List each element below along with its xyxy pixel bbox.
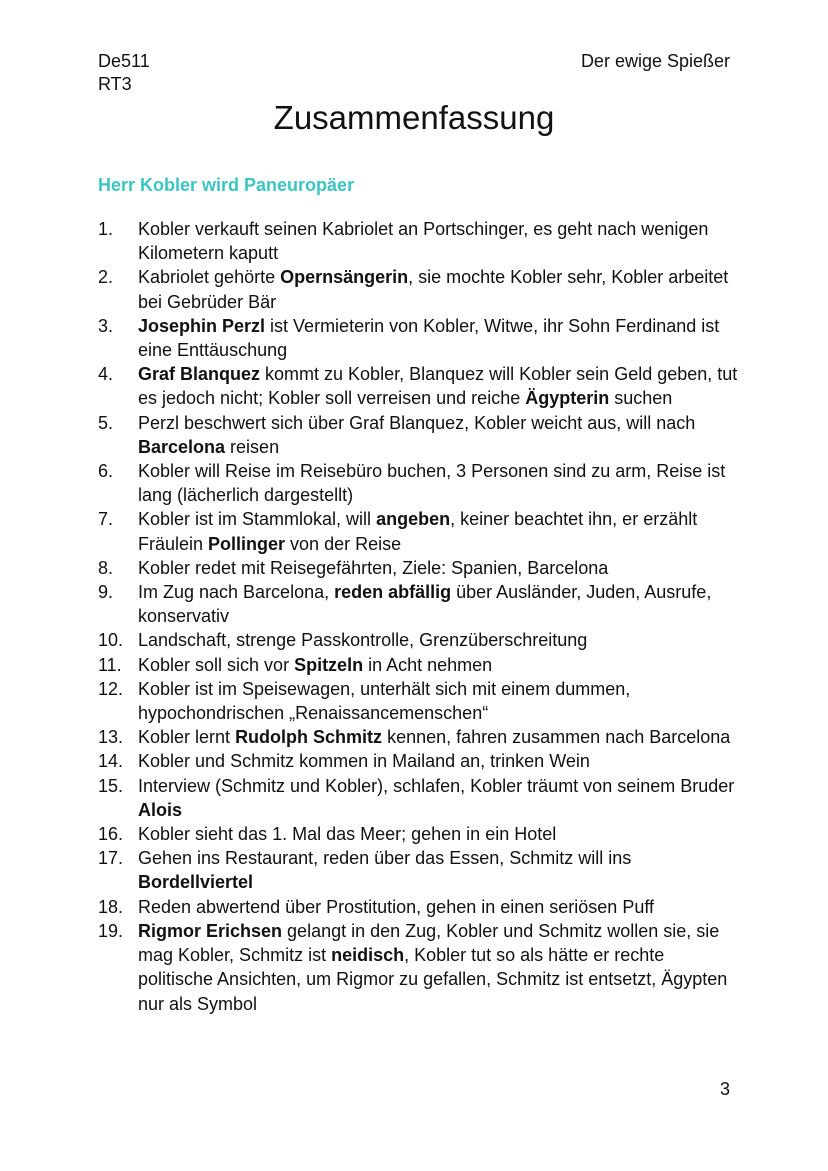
item-text-bold: neidisch — [331, 945, 405, 966]
item-text — [138, 776, 734, 820]
item-text — [138, 630, 587, 650]
list-item — [98, 459, 738, 507]
item-number: 5. — [98, 412, 114, 433]
list-item — [98, 217, 738, 265]
page-number: 3 — [719, 1079, 730, 1099]
item-text-run: Kobler sieht das 1. Mal das Meer; gehen in ein Hotel — [138, 824, 557, 845]
item-text-run: Kabriolet gehörte — [138, 267, 281, 288]
item-text — [138, 897, 654, 917]
item-number: 16. — [98, 824, 124, 845]
item-text-bold: Barcelona — [138, 436, 226, 457]
class-code: RT3 — [98, 74, 132, 94]
item-text-run: Gehen ins Restaurant, reden über das Essen, Schmitz will ins — [138, 848, 632, 869]
summary-list — [98, 217, 738, 1016]
item-text-run: Kobler redet mit Reisegefährten, Ziele: Spanien, Barcelona — [138, 557, 609, 578]
item-text-run: Kobler lernt — [138, 727, 236, 748]
item-text — [138, 921, 727, 1014]
item-text — [138, 751, 590, 771]
item-text-run: kennen, fahren zusammen nach Barcelona — [382, 727, 731, 748]
item-number: 8. — [98, 557, 114, 578]
item-text — [138, 461, 725, 505]
item-text-bold: reden abfällig — [334, 582, 452, 603]
item-text-run: über Ausländer, Juden, Ausrufe, konservativ — [138, 582, 712, 627]
list-item — [98, 265, 738, 313]
item-number: 4. — [98, 364, 114, 385]
course-code: De511 — [98, 51, 150, 71]
list-item — [98, 411, 738, 459]
item-text-run: Kobler will Reise im Reisebüro buchen, 3 Personen sind zu arm, Reise ist lang (lächerlich dargestellt) — [138, 461, 726, 506]
item-number: 11. — [98, 654, 122, 675]
item-text-run: kommt zu Kobler, Blanquez will Kobler sein Geld geben, tut es jedoch nicht; Kobler soll verreisen und reiche — [138, 364, 738, 409]
item-text-run: Landschaft, strenge Passkontrolle, Grenzüberschreitung — [138, 630, 588, 651]
item-number: 14. — [98, 751, 124, 772]
list-item — [98, 677, 738, 725]
item-text-run: suchen — [609, 388, 673, 409]
list-item — [98, 919, 738, 1016]
item-text-run: , keiner beachtet ihn, er erzählt Fräulein — [138, 509, 698, 554]
item-number: 10. — [98, 630, 124, 651]
list-item — [98, 580, 738, 628]
item-text-bold: angeben — [376, 509, 451, 530]
item-text-run: Interview (Schmitz und Kobler), schlafen, Kobler träumt von seinem Bruder — [138, 775, 735, 796]
item-number: 7. — [98, 509, 114, 530]
item-text-bold: Opernsängerin — [280, 267, 409, 288]
item-number: 12. — [98, 678, 124, 699]
item-text — [138, 824, 556, 844]
item-text-run: Perzl beschwert sich über Graf Blanquez, Kobler weicht aus, will nach — [138, 412, 696, 433]
item-text — [138, 558, 608, 578]
item-number: 13. — [98, 727, 124, 748]
item-text — [138, 848, 631, 892]
item-text-run: , sie mochte Kobler sehr, Kobler arbeitet bei Gebrüder Bär — [138, 267, 729, 312]
item-text-run: , Kobler tut so als hätte er rechte politische Ansichten, um Rigmor zu gefallen, Schmitz ist entsetzt, Ägypten nur als Symbol — [138, 945, 728, 1014]
item-text-run: Kobler verkauft seinen Kabriolet an Portschinger, es geht nach wenigen Kilometern kaputt — [138, 219, 709, 264]
list-item — [98, 774, 738, 822]
item-text — [138, 316, 719, 360]
item-number: 9. — [98, 582, 114, 603]
item-text-run: Kobler und Schmitz kommen in Mailand an, trinken Wein — [138, 751, 590, 772]
item-number: 19. — [98, 920, 124, 941]
list-item — [98, 725, 738, 749]
item-text-run: ist Vermieterin von Kobler, Witwe, ihr Sohn Ferdinand ist eine Enttäuschung — [138, 315, 720, 361]
item-text — [138, 655, 492, 675]
item-text — [138, 509, 697, 553]
item-text-bold: Rigmor Erichsen — [138, 920, 283, 941]
item-number: 17. — [98, 848, 124, 869]
item-text-run: Reden abwertend über Prostitution, gehen in einen seriösen Puff — [138, 896, 655, 917]
item-text-run: gelangt in den Zug, Kobler und Schmitz wollen sie, sie mag Kobler, Schmitz ist — [138, 920, 720, 966]
header-left — [98, 50, 150, 96]
item-text-run: reisen — [225, 436, 280, 457]
item-number: 2. — [98, 267, 114, 288]
item-text — [138, 727, 730, 747]
item-text — [138, 364, 737, 408]
list-item — [98, 846, 738, 894]
list-item — [98, 749, 738, 773]
item-number: 6. — [98, 461, 114, 482]
item-number: 18. — [98, 896, 124, 917]
list-item — [98, 362, 738, 410]
item-text — [138, 679, 630, 723]
item-text-run: von der Reise — [285, 533, 402, 554]
list-item — [98, 507, 738, 555]
item-text-bold: Pollinger — [208, 533, 286, 554]
item-text-run: Kobler ist im Speisewagen, unterhält sich mit einem dummen, hypochondrischen „Renaissancemenschen“ — [138, 678, 631, 724]
list-item — [98, 556, 738, 580]
item-number: 3. — [98, 315, 114, 336]
item-text-bold: Alois — [138, 799, 183, 820]
item-text-bold: Graf Blanquez — [138, 364, 261, 385]
item-text — [138, 267, 728, 311]
list-item — [98, 628, 738, 652]
item-text-bold: Ägypterin — [525, 388, 610, 409]
item-text-run: in Acht nehmen — [363, 654, 493, 675]
item-text-bold: Bordellviertel — [138, 872, 254, 893]
section-heading: Herr Kobler wird Paneuropäer — [98, 175, 355, 195]
item-number: 15. — [98, 775, 124, 796]
item-text-run: Kobler soll sich vor — [138, 654, 295, 675]
page-title: Zusammenfassung — [273, 99, 555, 136]
item-text-bold: Rudolph Schmitz — [235, 727, 383, 748]
item-text — [138, 219, 708, 263]
item-text-bold: Spitzeln — [294, 654, 364, 675]
item-text — [138, 582, 711, 626]
list-item — [98, 653, 738, 677]
item-text-run: Kobler ist im Stammlokal, will — [138, 509, 377, 530]
list-item — [98, 895, 738, 919]
item-text-run: Im Zug nach Barcelona, — [138, 582, 335, 603]
item-text — [138, 413, 695, 457]
list-item — [98, 822, 738, 846]
item-text-bold: Josephin Perzl — [138, 315, 266, 336]
list-item — [98, 314, 738, 362]
book-title: Der ewige Spießer — [580, 51, 730, 71]
item-number: 1. — [98, 219, 114, 239]
